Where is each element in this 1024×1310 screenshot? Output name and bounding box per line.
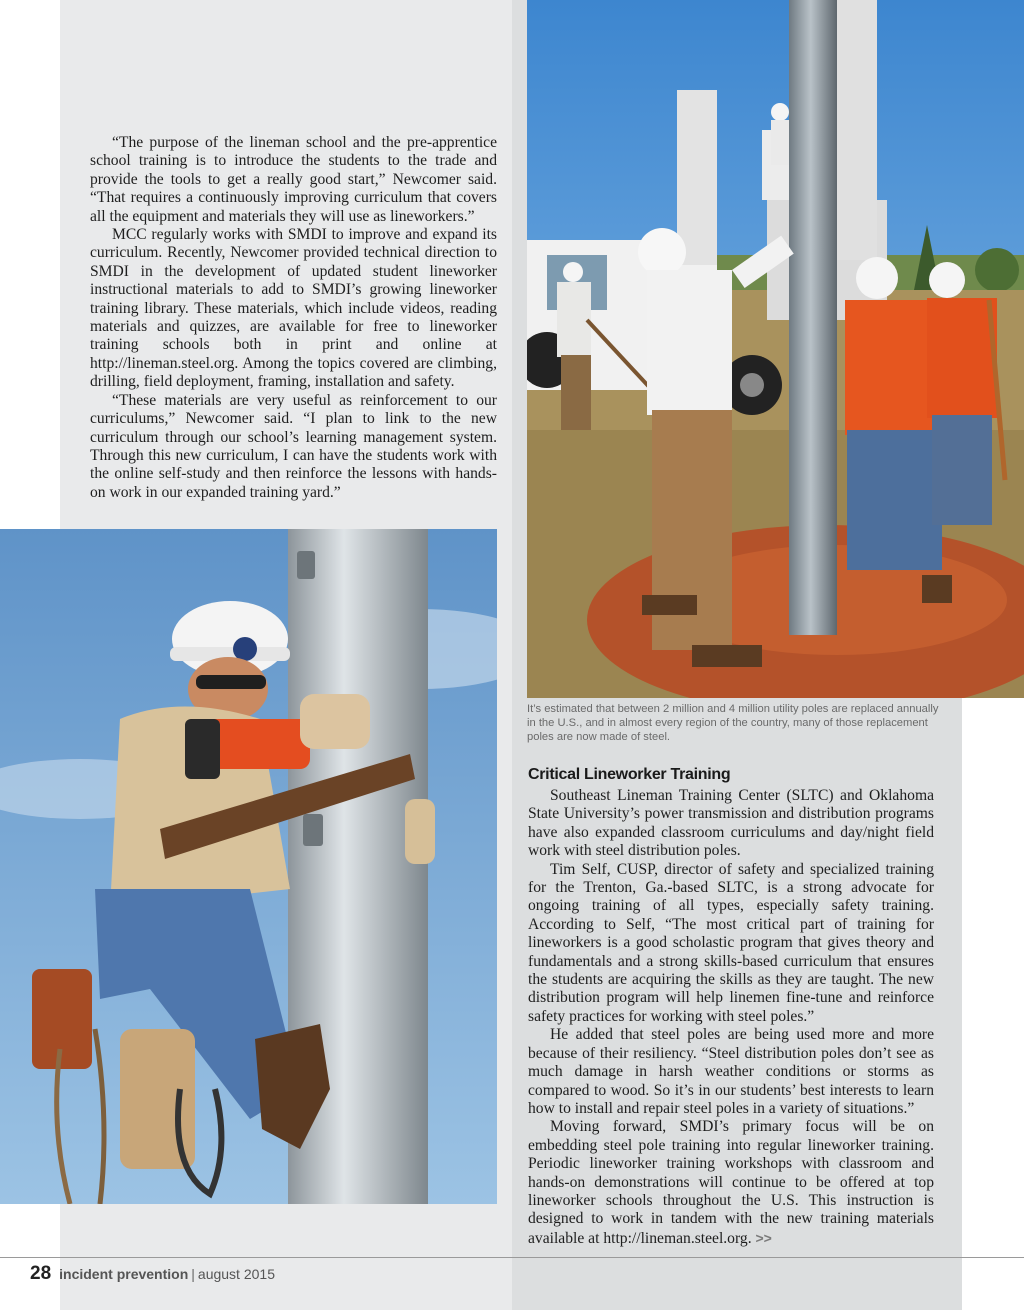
- page-footer: [30, 1263, 275, 1285]
- footer-rule: [0, 1257, 1024, 1258]
- photo-caption: It’s estimated that between 2 million and 4 million utility poles are replaced annually in the U.S., and in almost every region of the country, many of those replacement poles are now made of steel.: [527, 703, 939, 743]
- page-number: 28: [30, 1263, 52, 1284]
- paragraph-text: Moving forward, SMDI’s primary focus will be on embedding steel pole training into regular lineworker training. Periodic lineworker training workshops with classroom and hands-on demonstrations will continue to be offered at top lineworker schools throughout the U.S. This instruction is designed to work in tandem with the new training materials available at http://lineman.steel.org.: [528, 1118, 934, 1247]
- paragraph: He added that steel poles are being used more and more because of their resiliency. “Steel distribution poles don’t see as much damage in harsh weather conditions or storms as compared to wood. So it’s in our students’ best interests to learn how to install and repair steel poles in a variety of situations.”: [528, 1026, 934, 1117]
- photo-lineman-climbing: [0, 529, 497, 1204]
- paragraph: MCC regularly works with SMDI to improve and expand its curriculum. Recently, Newcomer provided technical direction to SMDI in the development of updated student lineworker instructional materials to add to SMDI’s growing lineworker training library. These materials, which include videos, reading materials and quizzes, are available for free to lineworker training schools both in print and online at http://lineman.steel.org. Among the topics covered are climbing, drilling, field deployment, framing, installation and safety.: [90, 226, 497, 391]
- issue-date: august 2015: [197, 1266, 275, 1282]
- publication-name: incident prevention: [59, 1266, 189, 1282]
- continue-arrow-icon: >>: [755, 1229, 772, 1246]
- section-heading: Critical Lineworker Training: [528, 766, 731, 783]
- footer-separator: |: [191, 1266, 195, 1282]
- paragraph-last: [528, 1118, 934, 1248]
- paragraph: Tim Self, CUSP, director of safety and specialized training for the Trenton, Ga.-based SLTC, is a strong advocate for ongoing training of all types, especially safety training. According to Self, “The most critical part of training for lineworkers is a good scholastic program that gives theory and fundamentals and a strong skills-based curriculum that ensures the students are acquiring the skills as they are taught. The new distribution program will help linemen fine-tune and reinforce safety practices for working with steel poles.”: [528, 860, 934, 1025]
- paragraph: “The purpose of the lineman school and the pre-apprentice school training is to introduce the students to the trade and provide the tools to get a really good start,” Newcomer said. “That requires a continuously improving curriculum that covers all the equipment and materials they will use as lineworkers.”: [90, 134, 497, 225]
- paragraph: “These materials are very useful as reinforcement to our curriculums,” Newcomer said. “I plan to link to the new curriculum through our school’s learning management system. Through this new curriculum, I can have the students work with the online self-study and then reinforce the lessons with hands-on work in our expanded training yard.”: [90, 391, 497, 501]
- photo-crew-setting-pole: [527, 0, 1024, 698]
- right-article-text: [528, 787, 934, 1248]
- left-article-text: [90, 134, 497, 502]
- page-margin: [0, 0, 60, 530]
- paragraph: Southeast Lineman Training Center (SLTC) and Oklahoma State University’s power transmission and distribution programs have also expanded classroom curriculums and day/night field work with steel distribution poles.: [528, 787, 934, 860]
